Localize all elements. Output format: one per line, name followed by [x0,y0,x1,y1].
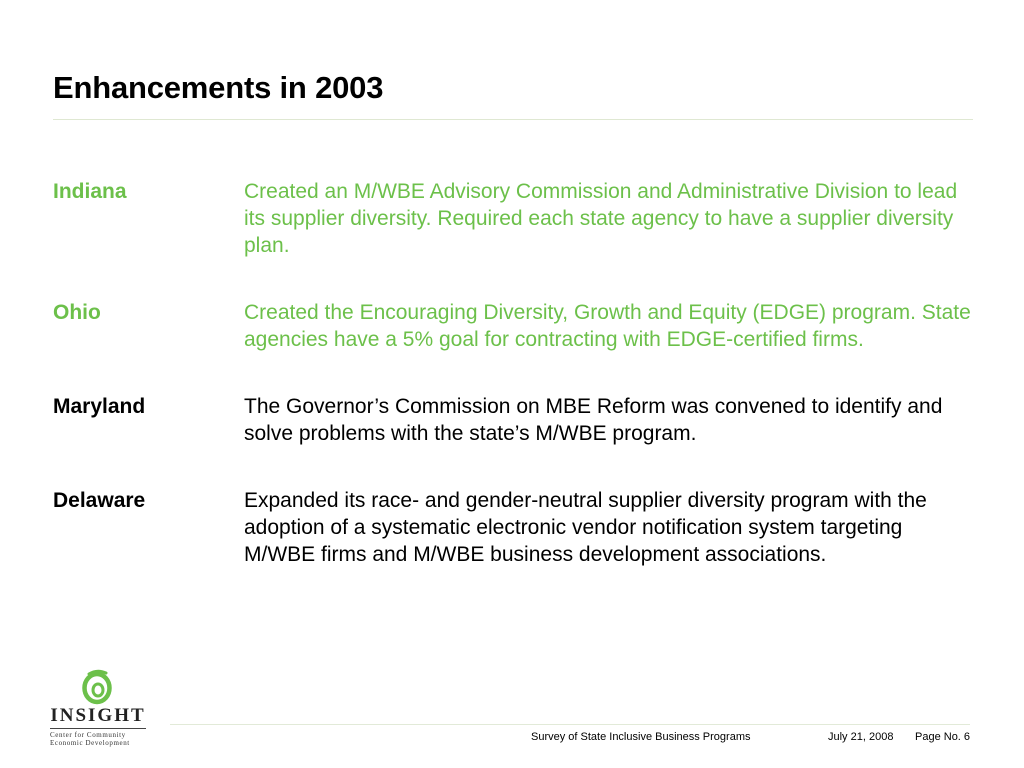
state-description: Created an M/WBE Advisory Commission and Administrative Division to lead its supplier diversity. Required each state agency to have a supplier diversity plan. [244,180,958,257]
state-name: Delaware [53,489,146,512]
state-description: The Governor’s Commission on MBE Reform was convened to identify and solve problems with the state’s M/WBE program. [244,395,943,445]
footer-survey-title: Survey of State Inclusive Business Programs [531,731,751,743]
insight-spiral-icon [80,668,114,706]
list-item-indiana [53,178,983,259]
insight-logo [48,668,148,748]
state-name: Indiana [53,180,127,203]
title-divider [53,119,973,120]
state-description: Created the Encouraging Diversity, Growth and Equity (EDGE) program. State agencies have a 5% goal for contracting with EDGE-certified firms. [244,301,971,351]
logo-divider [50,728,146,729]
list-item-ohio [53,299,983,353]
logo-subtitle-line2: Economic Development [50,739,130,747]
footer-divider [170,724,970,725]
list-item-maryland [53,393,983,447]
list-item-delaware [53,487,983,568]
enhancements-list [53,178,983,608]
footer-page-number: Page No. 6 [915,731,971,743]
state-name: Ohio [53,301,101,324]
state-description: Expanded its race- and gender-neutral supplier diversity program with the adoption of a systematic electronic vendor notification system targeting M/WBE firms and M/WBE business development associations. [244,489,927,566]
logo-subtitle-line1: Center for Community [50,731,126,739]
state-name: Maryland [53,395,146,418]
footer-date: July 21, 2008 [828,731,894,743]
page-title: Enhancements in 2003 [53,70,384,105]
logo-name: INSIGHT [50,705,146,726]
